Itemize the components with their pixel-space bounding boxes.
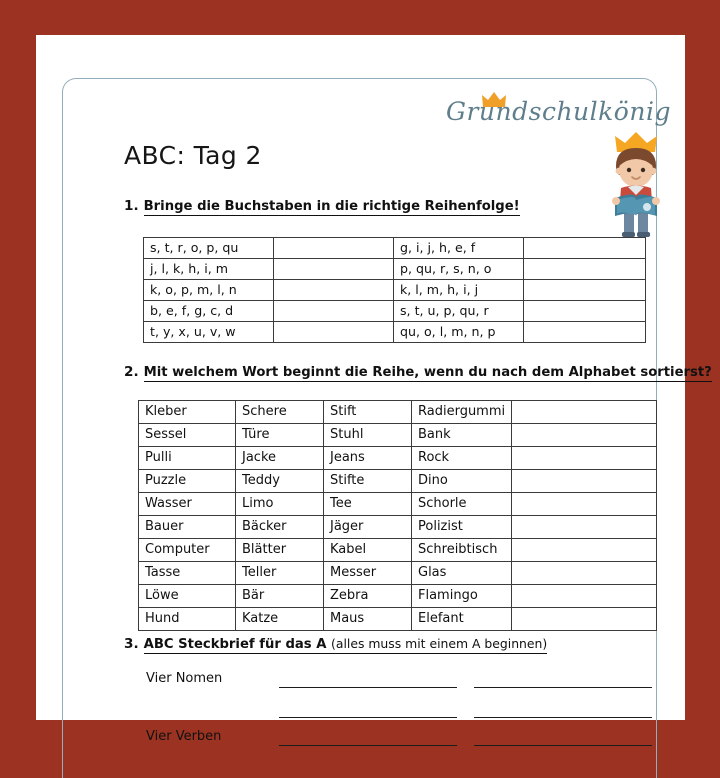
table-row (139, 493, 657, 516)
words-table-body (139, 401, 657, 631)
answer-cell[interactable] (512, 608, 657, 631)
table-cell: Kabel (324, 539, 412, 562)
answer-cell[interactable] (524, 301, 646, 322)
table-row (139, 401, 657, 424)
table-cell: Teller (236, 562, 324, 585)
table-row (144, 322, 646, 343)
table-cell: Tee (324, 493, 412, 516)
answer-cell[interactable] (524, 280, 646, 301)
boy-king-reading-icon (591, 130, 681, 240)
table-row (144, 259, 646, 280)
table-cell: s, t, u, p, qu, r (394, 301, 524, 322)
task-3-number: 3. (124, 636, 139, 652)
table-cell: Stuhl (324, 424, 412, 447)
fill-row (146, 701, 656, 725)
table-cell: qu, o, l, m, n, p (394, 322, 524, 343)
table-cell: Glas (412, 562, 512, 585)
table-row (139, 608, 657, 631)
table-row (139, 470, 657, 493)
answer-cell[interactable] (512, 493, 657, 516)
table-cell: s, t, r, o, p, qu (144, 238, 274, 259)
table-cell: Bauer (139, 516, 236, 539)
answer-cell[interactable] (512, 470, 657, 493)
table-cell: Elefant (412, 608, 512, 631)
brand-name: Grundschulkönig (446, 97, 671, 126)
table-cell: Bär (236, 585, 324, 608)
answer-cell[interactable] (512, 516, 657, 539)
table-row (144, 301, 646, 322)
answer-cell[interactable] (512, 424, 657, 447)
table-cell: t, y, x, u, v, w (144, 322, 274, 343)
table-cell: Schorle (412, 493, 512, 516)
table-cell: p, qu, r, s, n, o (394, 259, 524, 280)
task-1-number: 1. (124, 198, 139, 214)
answer-cell[interactable] (512, 562, 657, 585)
table-cell: Zebra (324, 585, 412, 608)
table-cell: Messer (324, 562, 412, 585)
table-cell: Radiergummi (412, 401, 512, 424)
answer-cell[interactable] (274, 259, 394, 280)
table-cell: Blätter (236, 539, 324, 562)
fill-row (146, 729, 656, 753)
table-cell: Stift (324, 401, 412, 424)
task-1-text: Bringe die Buchstaben in die richtige Reihenfolge! (143, 199, 520, 214)
answer-cell[interactable] (512, 447, 657, 470)
answer-cell[interactable] (274, 322, 394, 343)
table-cell: Schreibtisch (412, 539, 512, 562)
table-cell: Wasser (139, 493, 236, 516)
answer-cell[interactable] (512, 539, 657, 562)
table-row (139, 562, 657, 585)
task-2-text: Mit welchem Wort beginnt die Reihe, wenn du nach dem Alphabet sortierst? (143, 365, 712, 380)
answer-cell[interactable] (512, 401, 657, 424)
task-3-note: (alles muss mit einem A beginnen) (331, 636, 548, 651)
table-row (139, 585, 657, 608)
table-cell: Teddy (236, 470, 324, 493)
table-cell: Jacke (236, 447, 324, 470)
answer-cell[interactable] (512, 585, 657, 608)
table-cell: k, o, p, m, l, n (144, 280, 274, 301)
page-title: ABC: Tag 2 (124, 141, 262, 170)
table-cell: Bank (412, 424, 512, 447)
answer-line[interactable] (474, 717, 652, 718)
answer-line[interactable] (279, 687, 457, 688)
table-cell: Löwe (139, 585, 236, 608)
table-cell: Sessel (139, 424, 236, 447)
table-row (139, 516, 657, 539)
answer-line[interactable] (279, 745, 457, 746)
words-sorting-table (138, 400, 657, 631)
table-cell: Limo (236, 493, 324, 516)
table-cell: Flamingo (412, 585, 512, 608)
table-row (139, 424, 657, 447)
letters-ordering-table (143, 237, 646, 343)
answer-cell[interactable] (524, 259, 646, 280)
table-cell: Dino (412, 470, 512, 493)
table-cell: Maus (324, 608, 412, 631)
answer-line[interactable] (474, 745, 652, 746)
fill-row-label: Vier Nomen (146, 671, 223, 686)
answer-cell[interactable] (524, 238, 646, 259)
table-cell: g, i, j, h, e, f (394, 238, 524, 259)
worksheet-page (36, 35, 712, 744)
answer-cell[interactable] (274, 280, 394, 301)
table-cell: Tasse (139, 562, 236, 585)
table-cell: Katze (236, 608, 324, 631)
answer-line[interactable] (474, 687, 652, 688)
letters-table-body (144, 238, 646, 343)
table-cell: Stifte (324, 470, 412, 493)
table-cell: k, l, m, h, i, j (394, 280, 524, 301)
table-cell: b, e, f, g, c, d (144, 301, 274, 322)
table-cell: Computer (139, 539, 236, 562)
task-3-heading (124, 636, 547, 654)
table-cell: Hund (139, 608, 236, 631)
answer-cell[interactable] (274, 238, 394, 259)
fill-row-label: Vier Verben (146, 729, 222, 744)
table-cell: Schere (236, 401, 324, 424)
table-cell: Jäger (324, 516, 412, 539)
task-3-main: ABC Steckbrief für das A (143, 637, 327, 652)
table-cell: Pulli (139, 447, 236, 470)
table-cell: Bäcker (236, 516, 324, 539)
task-1-heading (124, 198, 520, 216)
answer-cell[interactable] (274, 301, 394, 322)
table-cell: Jeans (324, 447, 412, 470)
table-cell: Rock (412, 447, 512, 470)
table-cell: Polizist (412, 516, 512, 539)
task-3-text (144, 636, 548, 654)
fill-row (146, 671, 656, 695)
table-row (139, 447, 657, 470)
table-row (144, 238, 646, 259)
answer-line[interactable] (279, 717, 457, 718)
table-row (139, 539, 657, 562)
table-cell: j, l, k, h, i, m (144, 259, 274, 280)
answer-cell[interactable] (524, 322, 646, 343)
table-row (144, 280, 646, 301)
table-cell: Puzzle (139, 470, 236, 493)
task-2-heading (124, 364, 712, 382)
table-cell: Türe (236, 424, 324, 447)
table-cell: Kleber (139, 401, 236, 424)
task-2-number: 2. (124, 364, 139, 380)
